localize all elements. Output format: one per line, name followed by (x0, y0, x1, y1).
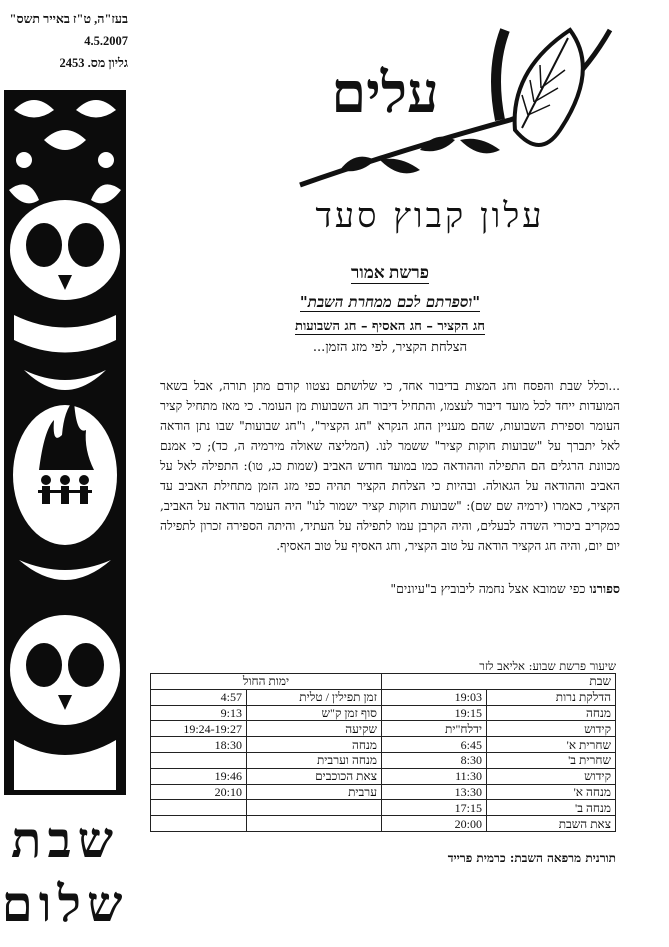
shabbat-label: מנחה ב' (487, 800, 616, 816)
table-row (151, 705, 616, 721)
shabbat-shalom-greeting (0, 808, 130, 936)
greeting-line-2: שלום (1, 874, 129, 933)
parasha-title: פרשת אמור (351, 263, 429, 282)
weekday-label (247, 816, 382, 832)
shabbat-time: 17:15 (382, 800, 487, 816)
weekday-time (151, 752, 247, 768)
weekday-label: מנחה וערבית (247, 752, 382, 768)
hebrew-date: בעז"ה, ט"ז באייר תשס" (9, 12, 128, 26)
weekday-label: סוף זמן ק"ש (247, 705, 382, 721)
shabbat-label: שחרית א' (487, 737, 616, 753)
shabbat-label: מנחה (487, 705, 616, 721)
weekday-label: צאת הכוכבים (247, 768, 382, 784)
article-source (160, 581, 620, 597)
weekday-time (151, 816, 247, 832)
shabbat-time: 8:30 (382, 752, 487, 768)
holiday-names: חג הקציר – חג האסיף – חג השבועות (295, 319, 485, 334)
source-author: ספורנו (589, 581, 620, 596)
shabbat-time: 11:30 (382, 768, 487, 784)
weekday-label: ערבית (247, 784, 382, 800)
weekday-label: מנחה (247, 737, 382, 753)
shabbat-time: 19:15 (382, 705, 487, 721)
article-tagline: הצלחת הקציר, לפי מזג הזמן... (312, 340, 468, 355)
table-row (151, 752, 616, 768)
weekday-time: 19:46 (151, 768, 247, 784)
shabbat-label: שחרית ב' (487, 752, 616, 768)
prayer-times-table (150, 673, 616, 832)
shabbat-time: 13:30 (382, 784, 487, 800)
parasha-quote: "וספרתם לכם ממחרת השבת" (299, 293, 481, 311)
weekday-header: ימות החול (151, 674, 382, 690)
weekday-time: 20:10 (151, 784, 247, 800)
shabbat-label: מנחה א' (487, 784, 616, 800)
greeting-line-1: שבת (11, 810, 119, 869)
table-row (151, 737, 616, 753)
article-body: ...וכלל שבת והפסח וחג המצות בדיבור אחד, כי שלושתם נצטוו קודם מתן תורה, אבל בשאר המועדות ייחד לכל מועד דיבור לעצמו, והתחיל דיבור חג השבועות מן העומר. כי מאז מתחיל קציר העומר וספירת השבועות, שהם מעניין החג הנקרא "חג הקציר", ו"חג שבועות" שבו נתן הודאה לאל יתברך על "שבועות חוקות קציר" ששמר לנו. (המליצה שאולה מירמיה ה, כד); כי אמנם מכוונת הרגלים הם התפילה וההודאה כמו במועד חודש האביב (שמות כג, טו): התפילה לאל על האביב וההודאה על הגאולה. ובהיות כי הצלחת הקציר תהיה כפי מזג הזמן מתחילת האביב עד הקציר, כאמרו (ירמיה שם שם): "שבועות חוקות קציר ישמור לנו" היה העומר הודאה על האביב, כמקריב ביכורי השדה לבעלים, והיה הקרבן עמו לתפילה על העתיד, והיתה הספירה זכרון לתפילה יום יום, והיה חג הקציר הודאה על טוב הקציר, וחג האסיף על טוב האסיף. (160, 379, 620, 553)
source-reference: כפי שמובא אצל נחמה ליבוביץ ב"עיונים" (390, 581, 586, 596)
shabbat-header: שבת (382, 674, 616, 690)
shabbat-label: קידוש (487, 768, 616, 784)
logo-title: עלים (331, 60, 439, 126)
clinic-duty-notice: תורנית מרפאה השבת: כרמית פרייד (447, 851, 616, 865)
table-header-row (151, 674, 616, 690)
weekday-time: 18:30 (151, 737, 247, 753)
weekday-label: שקיעה (247, 721, 382, 737)
table-row (151, 768, 616, 784)
shabbat-label: צאת השבת (487, 816, 616, 832)
weekday-time: 19:24-19:27 (151, 721, 247, 737)
weekday-label (247, 800, 382, 816)
table-row (151, 721, 616, 737)
shabbat-time: 19:03 (382, 689, 487, 705)
issue-number: גליון מס. 2453 (59, 56, 128, 70)
shabbat-time: 6:45 (382, 737, 487, 753)
weekday-label: זמן תפילין / טלית (247, 689, 382, 705)
newsletter-subtitle: עלון קבוץ סעד (315, 196, 545, 236)
shabbat-label: קידוש (487, 721, 616, 737)
table-row (151, 816, 616, 832)
shabbat-time: ידלח"ית (382, 721, 487, 737)
weekday-time: 9:13 (151, 705, 247, 721)
table-row (151, 800, 616, 816)
weekly-lecture: שיעור פרשת שבוע: אליאב לזר (479, 659, 616, 673)
table-row (151, 784, 616, 800)
issue-info (6, 8, 128, 74)
weekday-time: 4:57 (151, 689, 247, 705)
shabbat-label: הדלקת נרות (487, 689, 616, 705)
weekday-time (151, 800, 247, 816)
table-row (151, 689, 616, 705)
shabbat-time: 20:00 (382, 816, 487, 832)
decorative-papercut-column (4, 90, 126, 795)
gregorian-date: 4.5.2007 (84, 34, 128, 48)
